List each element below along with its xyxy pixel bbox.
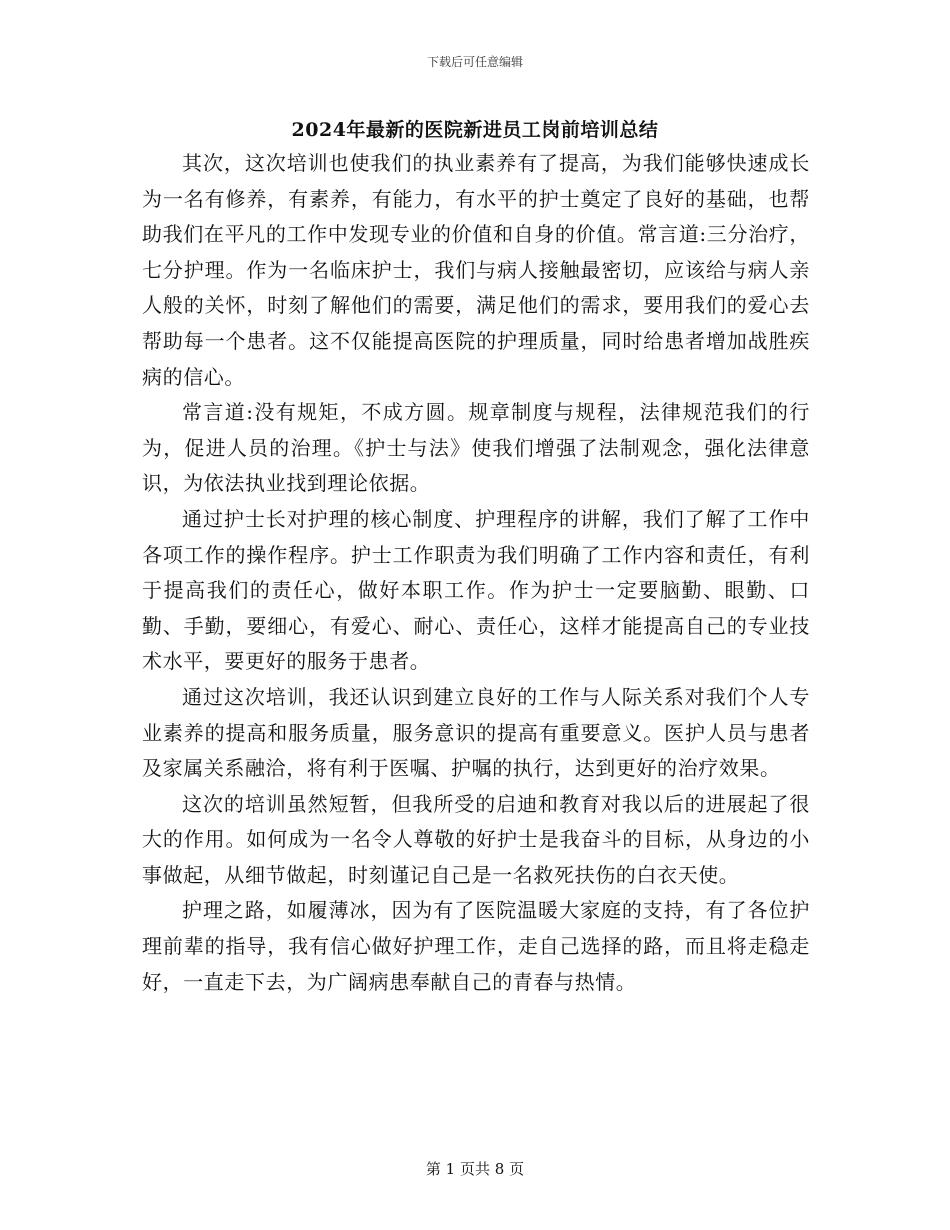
document-body xyxy=(142,146,810,1000)
document-title: 2024年最新的医院新进员工岗前培训总结 xyxy=(291,119,659,141)
paragraph-2: 常言道:没有规矩，不成方圆。规章制度与规程，法律规范我们的行为，促进人员的治理。《护士与法》使我们增强了法制观念，强化法律意识，为依法执业找到理论依据。 xyxy=(142,400,810,496)
header-note: 下载后可任意编辑 xyxy=(426,55,523,69)
page-number: 第 1 页共 8 页 xyxy=(425,1160,525,1178)
paragraph-6: 护理之路，如履薄冰，因为有了医院温暖大家庭的支持，有了各位护理前辈的指导，我有信心做好护理工作，走自己选择的路，而且将走稳走好，一直走下去，为广阔病患奉献自己的青春与热情。 xyxy=(142,898,810,994)
paragraph-4: 通过这次培训，我还认识到建立良好的工作与人际关系对我们个人专业素养的提高和服务质量，服务意识的提高有重要意义。医护人员与患者及家属关系融洽，将有利于医嘱、护嘱的执行，达到更好的治疗效果。 xyxy=(142,684,810,781)
paragraph-5: 这次的培训虽然短暂，但我所受的启迪和教育对我以后的进展起了很大的作用。如何成为一名令人尊敬的好护士是我奋斗的目标，从身边的小事做起，从细节做起，时刻谨记自己是一名救死扶伤的白衣天使。 xyxy=(142,791,810,887)
paragraph-3: 通过护士长对护理的核心制度、护理程序的讲解，我们了解了工作中各项工作的操作程序。护士工作职责为我们明确了工作内容和责任，有利于提高我们的责任心，做好本职工作。作为护士一定要脑勤、眼勤、口勤、手勤，要细心，有爱心、耐心、责任心，这样才能提高自己的专业技术水平，要更好的服务于患者。 xyxy=(142,506,810,674)
paragraph-1: 其次，这次培训也使我们的执业素养有了提高，为我们能够快速成长为一名有修养，有素养，有能力，有水平的护士奠定了良好的基础，也帮助我们在平凡的工作中发现专业的价值和自身的价值。常言道:三分治疗，七分护理。作为一名临床护士，我们与病人接触最密切，应该给与病人亲人般的关怀，时刻了解他们的需要，满足他们的需求，要用我们的爱心去帮助每一个患者。这不仅能提高医院的护理质量，同时给患者增加战胜疾病的信心。 xyxy=(142,151,810,389)
